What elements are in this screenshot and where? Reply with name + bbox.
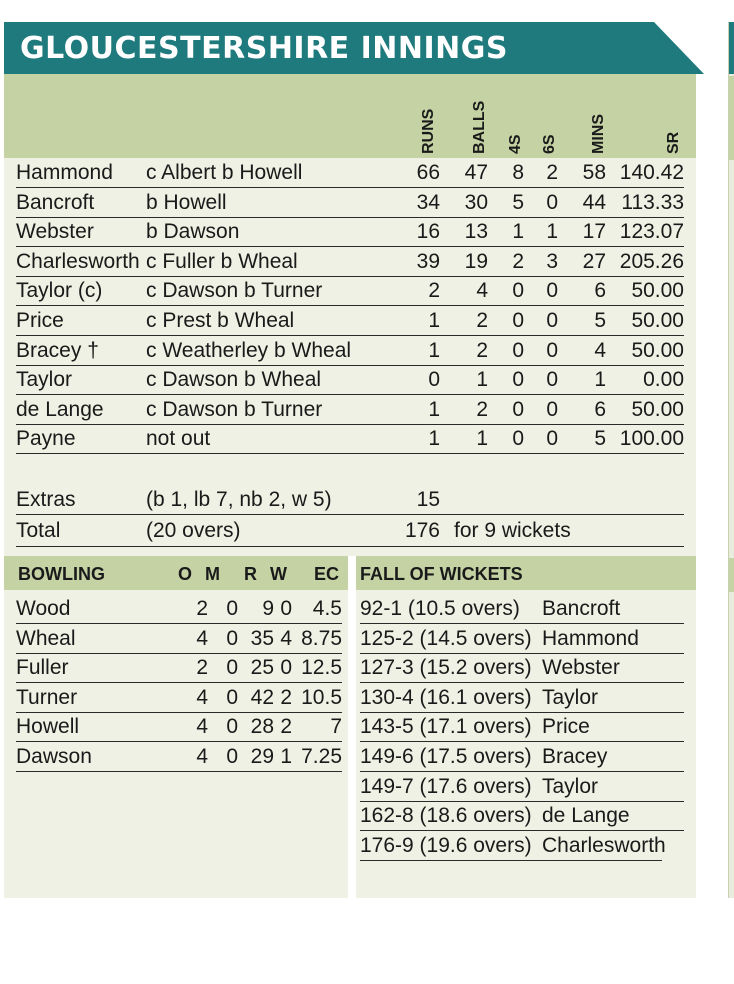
batting-row [16, 217, 684, 247]
maidens-cell: 0 [226, 656, 238, 680]
batting-row [16, 188, 684, 218]
extras-value: 15 [416, 488, 440, 511]
wicket-score: 149-6 (17.5 overs) [360, 745, 532, 768]
balls-cell: 47 [464, 161, 488, 184]
economy-cell: 7 [330, 715, 342, 739]
strike-rate-cell: 50.00 [631, 279, 684, 303]
batter-name: Bancroft [16, 190, 95, 214]
total-detail: (20 overs) [146, 519, 241, 542]
balls-cell: 2 [476, 309, 488, 332]
runs-conceded-cell: 29 [250, 745, 274, 768]
overs-cell: 2 [196, 656, 208, 680]
runs-cell: 39 [416, 249, 440, 273]
batter-name: Charlesworth [16, 249, 140, 273]
strike-rate-cell: 113.33 [621, 190, 684, 214]
wickets-cell: 4 [280, 626, 292, 650]
col-header-6s: 6S [541, 134, 558, 154]
wicket-batter: Hammond [542, 626, 639, 650]
bowling-row [16, 653, 342, 683]
sixes-cell: 0 [546, 338, 558, 362]
balls-cell: 2 [476, 397, 488, 421]
maidens-cell: 0 [226, 745, 238, 768]
balls-cell: 13 [464, 220, 488, 244]
strike-rate-cell: 140.42 [619, 161, 684, 184]
mins-cell: 5 [594, 427, 606, 451]
runs-cell: 1 [428, 397, 440, 421]
sixes-cell: 0 [546, 368, 558, 392]
extras-row [16, 486, 684, 515]
bowler-name: Fuller [16, 656, 69, 680]
strike-rate-cell: 50.00 [631, 338, 684, 362]
strike-rate-cell: 50.00 [631, 397, 684, 421]
strike-rate-cell: 100.00 [619, 427, 684, 451]
wicket-batter: de Lange [542, 804, 630, 828]
total-label: Total [16, 519, 61, 542]
dismissal: c Albert b Howell [146, 161, 303, 184]
wicket-score: 127-3 (15.2 overs) [360, 656, 532, 680]
wickets-cell: 2 [280, 685, 292, 709]
runs-conceded-cell: 42 [250, 685, 274, 709]
sixes-cell: 1 [546, 220, 558, 244]
fours-cell: 2 [512, 249, 524, 273]
bowler-name: Wood [16, 597, 71, 620]
wicket-batter: Bracey [542, 745, 608, 768]
sixes-cell: 0 [546, 279, 558, 303]
col-header-mins: MINS [590, 114, 607, 154]
dismissal: not out [146, 427, 211, 451]
dismissal: c Dawson b Wheal [146, 368, 322, 392]
bowling-col-ec: EC [314, 564, 340, 584]
bowling-row [16, 594, 342, 624]
bowler-name: Dawson [16, 745, 92, 768]
fours-cell: 0 [512, 309, 524, 332]
extras-label: Extras [16, 488, 76, 511]
balls-cell: 30 [464, 190, 488, 214]
fall-of-wicket-row [360, 653, 684, 683]
mins-cell: 4 [594, 338, 606, 362]
batter-name: Taylor (c) [16, 279, 103, 303]
bowling-row [16, 712, 342, 742]
adjacent-title-edge [729, 22, 734, 74]
overs-cell: 2 [196, 597, 208, 620]
wicket-score: 149-7 (17.6 overs) [360, 774, 532, 798]
batter-name: de Lange [16, 397, 104, 421]
mins-cell: 6 [594, 397, 606, 421]
wicket-score: 130-4 (16.1 overs) [360, 685, 532, 709]
strike-rate-cell: 205.26 [619, 249, 684, 273]
wicket-score: 92-1 (10.5 overs) [360, 597, 520, 620]
maidens-cell: 0 [226, 597, 238, 620]
adjacent-panel-edge [728, 22, 734, 898]
bowling-col-r: R [244, 564, 257, 584]
title-bar [4, 22, 704, 74]
dismissal: c Dawson b Turner [146, 397, 323, 421]
batter-name: Webster [16, 220, 94, 244]
wicket-batter: Price [542, 715, 590, 739]
runs-cell: 16 [416, 220, 440, 244]
fall-of-wicket-row [360, 801, 684, 831]
dismissal: c Weatherley b Wheal [146, 338, 352, 362]
batter-name: Payne [16, 427, 76, 451]
adjacent-section-edge [729, 558, 734, 592]
mins-cell: 58 [582, 161, 606, 184]
dismissal: b Dawson [146, 220, 240, 244]
wicket-batter: Charlesworth [542, 833, 666, 857]
wickets-cell: 2 [280, 715, 292, 739]
fall-of-wicket-row [360, 712, 684, 742]
fours-cell: 0 [512, 279, 524, 303]
mins-cell: 44 [582, 190, 606, 214]
dismissal: b Howell [146, 190, 227, 214]
wicket-score: 125-2 (14.5 overs) [360, 626, 532, 650]
batting-row [16, 247, 684, 277]
fours-cell: 5 [512, 190, 524, 214]
bowling-header [4, 556, 348, 590]
runs-conceded-cell: 25 [250, 656, 274, 680]
sixes-cell: 3 [546, 249, 558, 273]
batting-row [16, 424, 684, 454]
fall-of-wicket-row [360, 594, 684, 624]
runs-conceded-cell: 28 [250, 715, 274, 739]
runs-conceded-cell: 9 [262, 597, 274, 620]
balls-cell: 1 [476, 427, 488, 451]
overs-cell: 4 [196, 685, 208, 709]
bowling-col-o: O [178, 564, 193, 584]
fours-cell: 1 [512, 220, 524, 244]
economy-cell: 8.75 [301, 626, 342, 650]
batter-name: Bracey † [16, 338, 99, 362]
bowling-col-m: M [205, 564, 220, 584]
sixes-cell: 0 [546, 190, 558, 214]
total-row [16, 516, 684, 547]
overs-cell: 4 [196, 745, 208, 768]
balls-cell: 1 [476, 368, 488, 392]
wicket-score: 143-5 (17.1 overs) [360, 715, 532, 739]
fours-cell: 0 [512, 368, 524, 392]
fours-cell: 0 [512, 397, 524, 421]
page-title: GLOUCESTERSHIRE INNINGS [20, 31, 508, 66]
bowling-row [16, 624, 342, 654]
wicket-batter: Webster [542, 656, 620, 680]
batting-row [16, 276, 684, 306]
wicket-batter: Taylor [542, 685, 599, 709]
wicket-score: 162-8 (18.6 overs) [360, 804, 532, 828]
extras-detail: (b 1, lb 7, nb 2, w 5) [146, 488, 332, 511]
strike-rate-cell: 50.00 [631, 309, 684, 332]
col-header-4s: 4S [507, 134, 524, 154]
runs-cell: 1 [428, 338, 440, 362]
sixes-cell: 0 [546, 397, 558, 421]
economy-cell: 10.5 [301, 685, 342, 709]
runs-cell: 66 [416, 161, 440, 184]
batter-name: Price [16, 309, 64, 332]
batter-name: Hammond [16, 161, 113, 184]
overs-cell: 4 [196, 715, 208, 739]
fall-of-wickets-title: FALL OF WICKETS [360, 564, 523, 584]
dismissal: c Prest b Wheal [146, 309, 295, 332]
fall-of-wicket-row [360, 772, 684, 802]
fall-of-wicket-row [360, 742, 684, 772]
fours-cell: 0 [512, 427, 524, 451]
economy-cell: 4.5 [312, 597, 342, 620]
batting-row [16, 158, 684, 188]
sixes-cell: 0 [546, 309, 558, 332]
maidens-cell: 0 [226, 715, 238, 739]
bowler-name: Howell [16, 715, 80, 739]
wicket-batter: Taylor [542, 774, 599, 798]
total-value: 176 [404, 519, 440, 542]
bowler-name: Wheal [16, 626, 76, 650]
balls-cell: 4 [476, 279, 488, 303]
wickets-cell: 0 [280, 656, 292, 680]
fours-cell: 0 [512, 338, 524, 362]
total-note: for 9 wickets [454, 519, 571, 542]
overs-cell: 4 [196, 626, 208, 650]
wicket-batter: Bancroft [542, 597, 621, 620]
mins-cell: 6 [594, 279, 606, 303]
bowling-row [16, 683, 342, 713]
balls-cell: 2 [476, 338, 488, 362]
runs-conceded-cell: 35 [250, 626, 274, 650]
wickets-cell: 1 [280, 745, 292, 768]
batting-row [16, 365, 684, 395]
mins-cell: 27 [582, 249, 606, 273]
bowling-title: BOWLING [18, 564, 105, 584]
batter-name: Taylor [16, 368, 73, 392]
fall-of-wicket-row [360, 683, 684, 713]
batting-row [16, 306, 684, 336]
mins-cell: 5 [594, 309, 606, 332]
balls-cell: 19 [464, 249, 488, 273]
runs-cell: 1 [428, 427, 440, 451]
maidens-cell: 0 [226, 685, 238, 709]
section-divider [348, 556, 356, 898]
runs-cell: 0 [428, 368, 440, 392]
col-header-sr: SR [665, 131, 682, 154]
economy-cell: 12.5 [301, 656, 342, 680]
economy-cell: 7.25 [301, 745, 342, 768]
col-header-runs: RUNS [420, 108, 437, 154]
batting-row [16, 336, 684, 366]
fall-of-wicket-row [360, 624, 684, 654]
maidens-cell: 0 [226, 626, 238, 650]
fours-cell: 8 [512, 161, 524, 184]
dismissal: c Fuller b Wheal [146, 249, 298, 273]
fall-of-wickets-header [356, 556, 696, 590]
adjacent-header-edge [729, 76, 734, 160]
batting-row [16, 395, 684, 425]
runs-cell: 34 [416, 190, 440, 214]
strike-rate-cell: 123.07 [619, 220, 684, 244]
sixes-cell: 2 [546, 161, 558, 184]
strike-rate-cell: 0.00 [643, 368, 684, 392]
mins-cell: 17 [582, 220, 606, 244]
wickets-cell: 0 [280, 597, 292, 620]
col-header-balls: BALLS [471, 100, 488, 154]
bowling-row [16, 742, 342, 772]
bowling-col-w: W [270, 564, 287, 584]
mins-cell: 1 [594, 368, 606, 392]
runs-cell: 2 [428, 279, 440, 303]
sixes-cell: 0 [546, 427, 558, 451]
dismissal: c Dawson b Turner [146, 279, 323, 303]
runs-cell: 1 [428, 309, 440, 332]
fall-of-wicket-row [360, 831, 666, 861]
bowler-name: Turner [16, 685, 78, 709]
wicket-score: 176-9 (19.6 overs) [360, 833, 532, 857]
